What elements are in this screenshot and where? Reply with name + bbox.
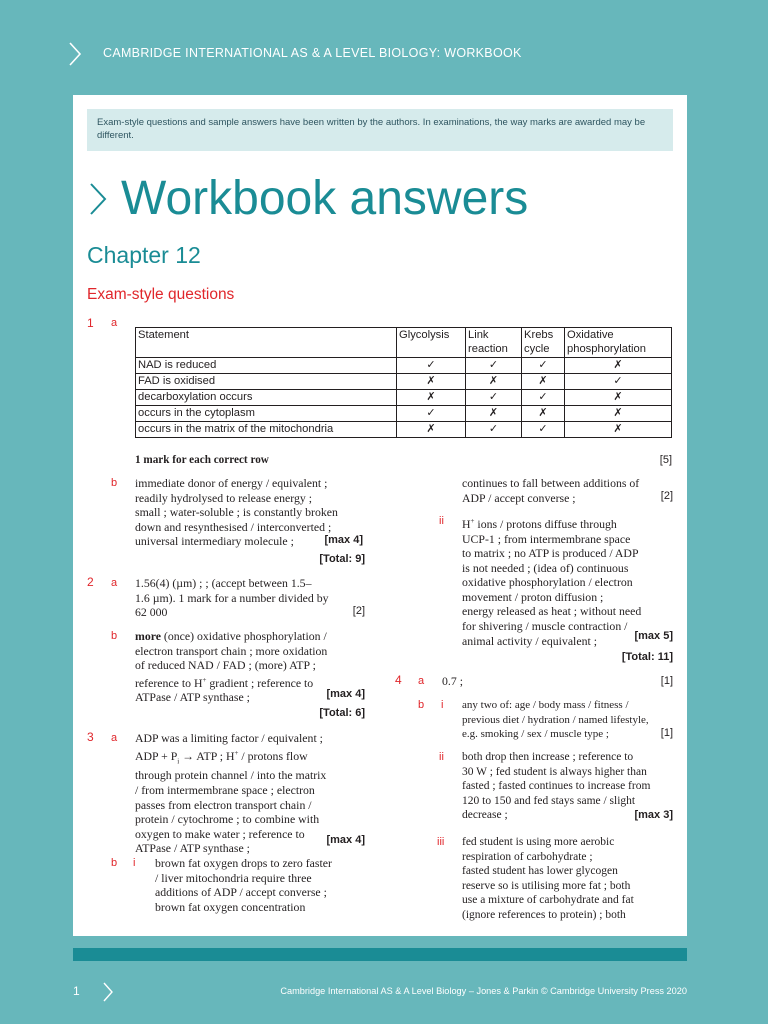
table-cell: NAD is reduced [136,358,397,374]
answer-3bi-continued: continues to fall between additions of ADP / accept converse ; [462,476,640,505]
table-cell: occurs in the matrix of the mitochondria [136,422,397,438]
table-cell: ✓ [466,390,522,406]
mark-allocation: [1] [660,675,673,687]
mark-allocation: [5] [659,454,672,466]
table-row [136,358,672,374]
table-cell: FAD is oxidised [136,374,397,390]
mark-allocation: [2] [660,490,673,502]
table-cell: ✗ [522,374,565,390]
answer-1b: immediate donor of energy / equivalent ; readily hydrolysed to release energy ; small ; water-soluble ; is constantly broken down and resynthesised / interconverted ; universal intermediary molecule ; [135,476,338,549]
table-cell: ✓ [565,374,672,390]
question-number: 2 [87,575,94,589]
question-number: 1 [87,316,94,330]
answer-4a: 0.7 ; [442,674,463,688]
mark-allocation: [1] [660,727,673,739]
mark-scheme-row [135,454,672,466]
table-header: Glycolysis [397,328,466,358]
question-number: 3 [87,730,94,744]
footer-bar [73,948,687,961]
table-cell: ✗ [522,406,565,422]
question-subpart: i [441,699,444,711]
table-cell: ✗ [565,406,672,422]
mark-note: 1 mark for each correct row [135,454,269,466]
table-row [136,374,672,390]
table-cell: occurs in the cytoplasm [136,406,397,422]
table-cell: ✗ [565,422,672,438]
page-number: 1 [73,984,80,998]
table-cell: ✗ [466,406,522,422]
question-part: b [111,630,118,642]
section-heading: Exam-style questions [87,286,235,303]
chevron-right-icon [102,981,114,1003]
question-part: b [111,477,118,489]
footer-copyright: Cambridge International AS & A Level Biology – Jones & Parkin © Cambridge University Press 2020 [280,986,687,996]
table-header: Statement [136,328,397,358]
mark-allocation: [max 4] [324,534,363,546]
answer-3bi: brown fat oxygen drops to zero faster / liver mitochondria require three additions of ADP / accept converse ; brown fat oxygen concentration [155,856,332,914]
table-cell: ✓ [522,358,565,374]
mark-allocation: [max 3] [634,809,673,821]
table-row [136,406,672,422]
table-cell: ✓ [397,406,466,422]
table-cell: ✗ [565,358,672,374]
table-cell: ✓ [522,422,565,438]
table-row [136,422,672,438]
table-cell: ✗ [466,374,522,390]
answer-2a: 1.56(4) (µm) ; ; (accept between 1.5– 1.6 µm). 1 mark for a number divided by 62 000 [135,576,329,620]
total-marks: [Total: 9] [319,553,365,565]
table-cell: ✓ [466,422,522,438]
chapter-heading: Chapter 12 [87,242,201,268]
book-title: CAMBRIDGE INTERNATIONAL AS & A LEVEL BIOLOGY: WORKBOOK [103,46,522,60]
question-part: b [418,699,425,711]
question-subpart: i [133,857,136,869]
table-header: Link reaction [466,328,522,358]
mark-allocation: [2] [352,605,365,617]
table-cell: decarboxylation occurs [136,390,397,406]
table-cell: ✗ [397,374,466,390]
page-title: Workbook answers [121,172,529,225]
answer-4biii: fed student is using more aerobic respiration of carbohydrate ; fasted student has lower glycogen reserve so is utilising more fat ; both use a mixture of carbohydrate and fat (ignore references to protein) ; both [462,836,634,921]
chevron-right-icon [87,181,109,217]
mark-allocation: [max 4] [326,688,365,700]
table-cell: ✓ [397,358,466,374]
table-row [136,390,672,406]
exam-notice: Exam-style questions and sample answers have been written by the authors. In examinations, the way marks are awarded may be different. [87,109,673,151]
answer-4bi: any two of: age / body mass / fitness / previous diet / hydration / named lifestyle, e.g. smoking / sex / muscle type ; [462,699,649,741]
answer-3a: ADP was a limiting factor / equivalent ; ADP + $P_i$ → ATP ; H+ / protons flow through protein channel / into the matrix / from intermembrane space ; electron passes from electron transport chain / protein / cytochrome ; to combine with oxygen to make water ; reference to ATPase / ATP synthase ; [135,731,327,856]
question-subpart: ii [439,515,444,527]
answer-4bii: both drop then increase ; reference to 30 W ; fed student is always higher than fasted ; fasted continues to increase from 120 to 150 and fed stays same / slight decrease ; [462,751,651,822]
table-header-row [136,328,672,358]
total-marks: [Total: 6] [319,707,365,719]
table-header: Oxidative phosphorylation [565,328,672,358]
mark-allocation: [max 5] [634,630,673,642]
question-part: a [111,577,118,589]
answer-3bii: H+ ions / protons diffuse through UCP-1 ; from intermembrane space to matrix ; no ATP is produced / ADP is not needed ; (idea of) continuous oxidative phosphorylation / electron movement / proton diffusion ; energy released as heat ; without need for shivering / muscle contraction / animal activity / equivalent ; [462,516,642,648]
respiration-table [135,327,672,438]
page-content [73,95,687,936]
question-subpart: iii [437,836,445,848]
question-number: 4 [395,673,402,687]
question-subpart: ii [439,751,444,763]
question-part: a [418,675,425,687]
question-part: b [111,857,118,869]
table-cell: ✗ [397,422,466,438]
answer-2b: more (once) oxidative phosphorylation / electron transport chain ; more oxidation of reduced NAD / FAD ; (more) ATP ; reference to H+ gradient ; reference to ATPase / ATP synthase ; [135,629,328,705]
mark-allocation: [max 4] [326,834,365,846]
table-cell: ✓ [522,390,565,406]
question-part: a [111,317,118,329]
table-cell: ✗ [397,390,466,406]
chevron-right-icon [66,40,84,68]
table-cell: ✓ [466,358,522,374]
question-part: a [111,732,118,744]
table-header: Krebs cycle [522,328,565,358]
table-cell: ✗ [565,390,672,406]
total-marks: [Total: 11] [621,651,673,663]
